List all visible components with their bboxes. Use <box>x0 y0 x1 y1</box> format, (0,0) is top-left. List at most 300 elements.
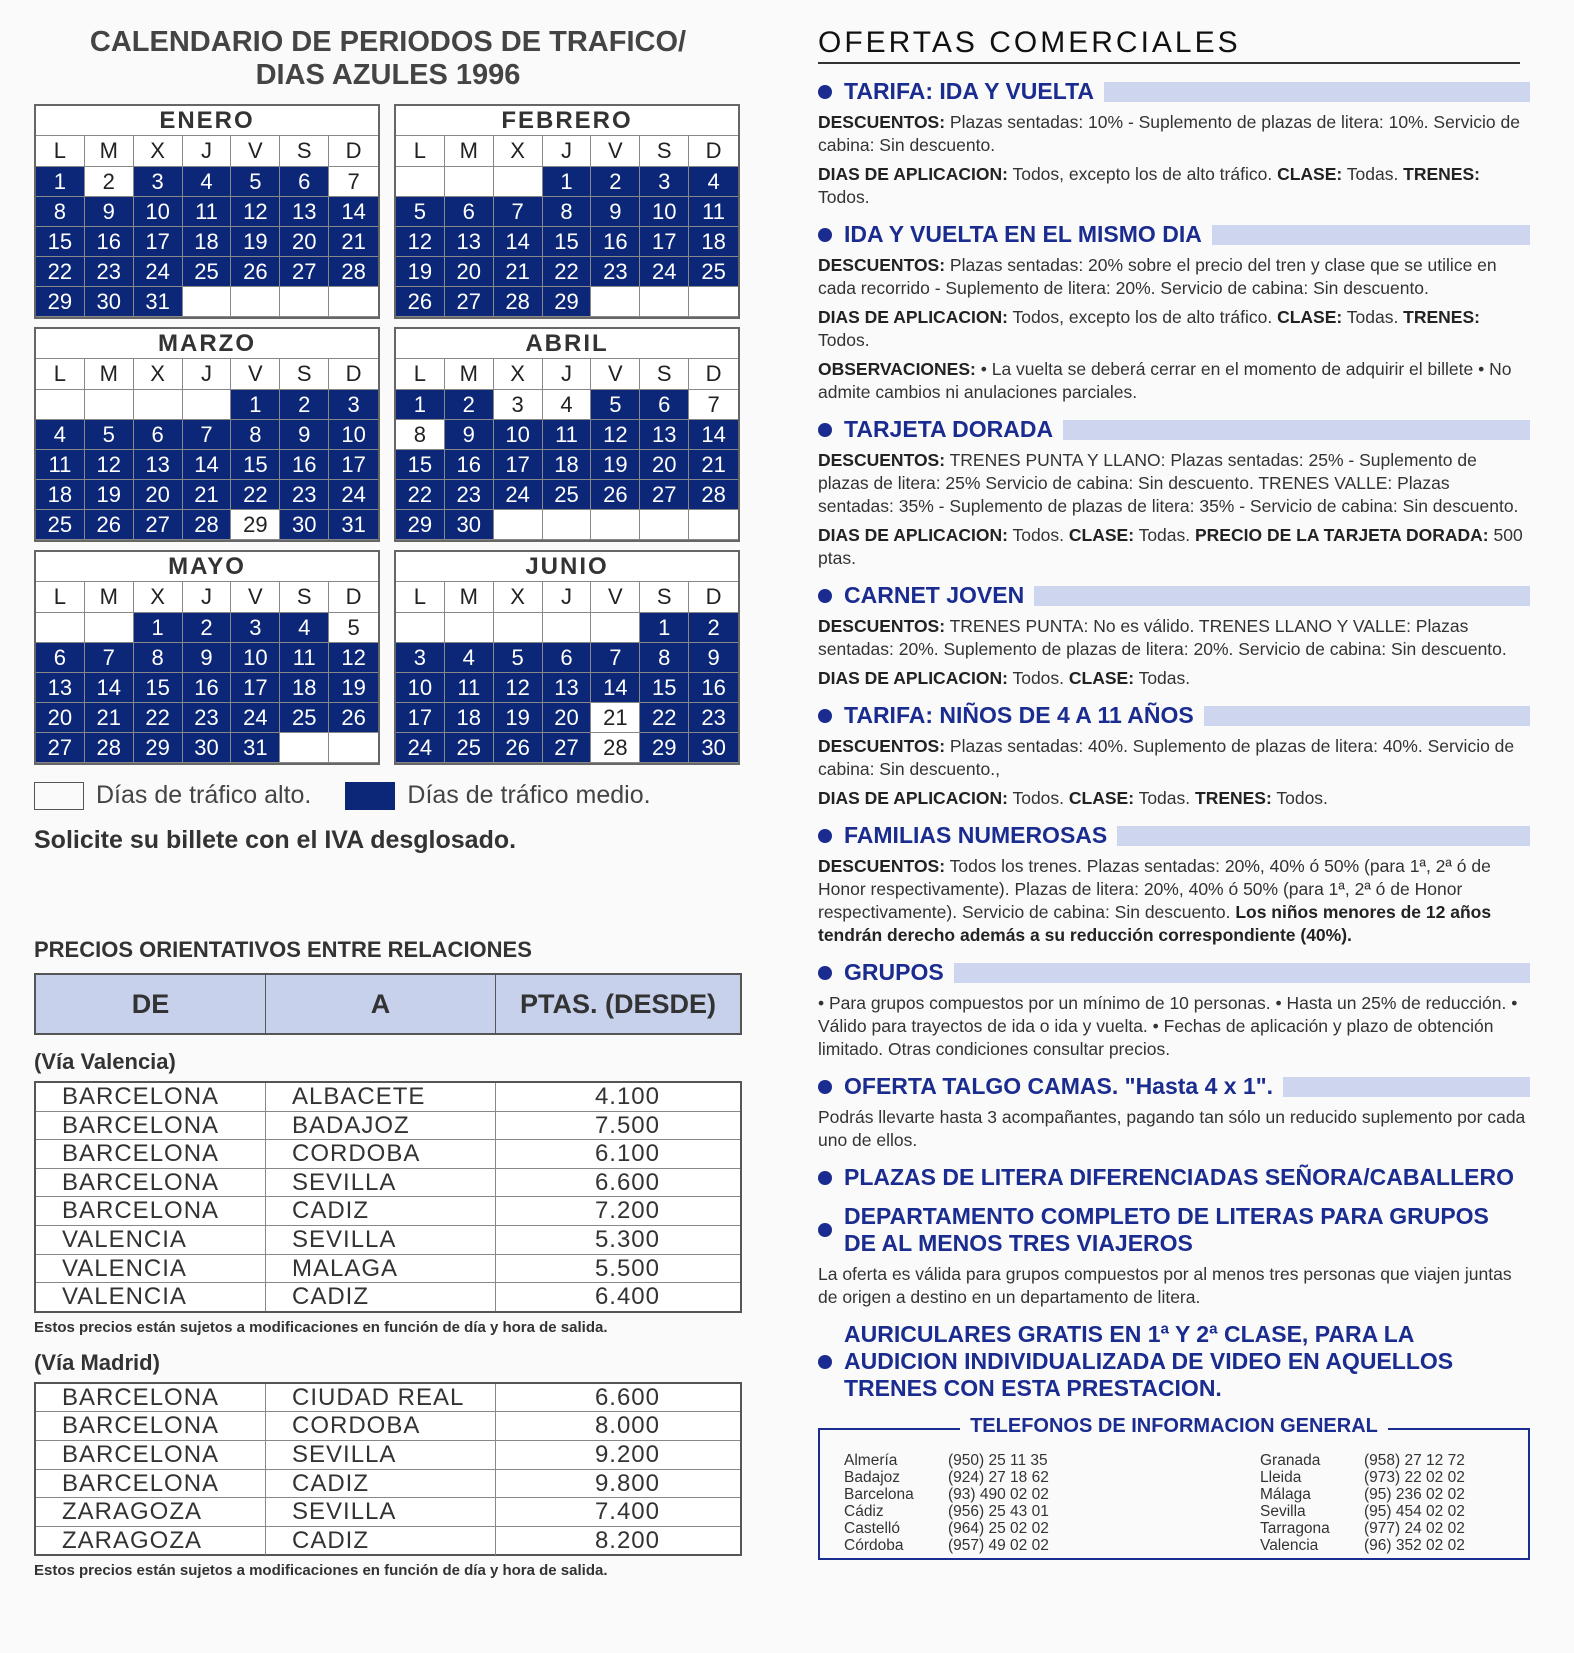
bullet-icon <box>818 1223 832 1237</box>
day-medium-traffic: 23 <box>85 257 134 287</box>
day-medium-traffic: 11 <box>183 197 232 227</box>
empty-day <box>689 287 738 317</box>
day-medium-traffic: 21 <box>85 703 134 733</box>
offer-label: Los niños menores de 12 años tendrán derecho además a su reducción correspondiente (40%). <box>818 902 1492 945</box>
price-row <box>36 1283 740 1311</box>
day-medium-traffic: 30 <box>85 287 134 317</box>
day-medium-traffic: 14 <box>689 420 738 450</box>
weekday-header: M <box>445 359 494 390</box>
offer-text <box>818 1263 1530 1309</box>
telefonos-title: TELEFONOS DE INFORMACION GENERAL <box>960 1415 1388 1437</box>
day-medium-traffic: 23 <box>183 703 232 733</box>
day-medium-traffic: 11 <box>689 197 738 227</box>
day-medium-traffic: 14 <box>183 450 232 480</box>
precios-madrid-table <box>34 1382 742 1557</box>
day-medium-traffic: 12 <box>329 643 378 673</box>
day-medium-traffic: 5 <box>396 197 445 227</box>
day-medium-traffic: 7 <box>494 197 543 227</box>
day-medium-traffic: 16 <box>280 450 329 480</box>
price-to: SEVILLA <box>266 1226 496 1254</box>
offer-item <box>818 1203 1530 1309</box>
header-de: DE <box>36 975 266 1033</box>
offer-detail: Plazas sentadas: 20% sobre el precio del tren y clase que se utilice en cada recorrido - Suplemento de litera: 20%. Servicio de cabina: Sin descuento. <box>818 255 1497 298</box>
weekday-header: S <box>640 359 689 390</box>
price-row <box>36 1470 740 1499</box>
day-medium-traffic: 5 <box>231 167 280 197</box>
price-value: 6.400 <box>594 1283 660 1311</box>
offer-title <box>818 702 1530 729</box>
day-medium-traffic: 26 <box>494 733 543 763</box>
day-medium-traffic: 22 <box>231 480 280 510</box>
day-medium-traffic: 17 <box>329 450 378 480</box>
day-medium-traffic: 14 <box>329 197 378 227</box>
month-name: ABRIL <box>396 329 738 359</box>
day-high-traffic: 21 <box>591 703 640 733</box>
title-band <box>1212 225 1530 245</box>
calendar-title-line2: DIAS AZULES 1996 <box>255 59 521 91</box>
offer-detail: TRENES PUNTA: No es válido. TRENES LLANO Y VALLE: Plazas sentadas: 20%. Suplemento de plazas de litera: 20%. Servicio de cabina: Sin descuento. <box>818 616 1507 659</box>
day-medium-traffic: 3 <box>640 167 689 197</box>
offer-text <box>818 524 1530 570</box>
precios-valencia-table <box>34 1081 742 1313</box>
via-madrid-label: (Vía Madrid) <box>34 1349 160 1375</box>
day-medium-traffic: 26 <box>85 510 134 540</box>
price-value: 7.400 <box>594 1498 660 1526</box>
day-medium-traffic: 24 <box>134 257 183 287</box>
empty-day <box>494 613 543 643</box>
phone-city: Almería <box>844 1452 898 1469</box>
phone-number: (96) 352 02 02 <box>1364 1537 1465 1554</box>
day-medium-traffic: 6 <box>134 420 183 450</box>
offer-title <box>818 78 1530 105</box>
weekday-header: S <box>280 136 329 167</box>
weekday-header: S <box>280 359 329 390</box>
weekday-header: L <box>36 136 85 167</box>
bullet-icon <box>818 423 832 437</box>
phone-city: Barcelona <box>844 1486 914 1503</box>
price-from: BARCELONA <box>36 1112 266 1140</box>
day-medium-traffic: 23 <box>591 257 640 287</box>
day-high-traffic: 29 <box>231 510 280 540</box>
day-medium-traffic: 6 <box>543 643 592 673</box>
empty-day <box>183 287 232 317</box>
phone-city: Málaga <box>1260 1486 1311 1503</box>
offer-detail: Plazas sentadas: 40%. Suplemento de plazas de litera: 40%. Servicio de cabina: Sin descuento., <box>818 736 1515 779</box>
empty-day <box>640 287 689 317</box>
month-febrero <box>394 104 740 319</box>
day-high-traffic: 4 <box>543 390 592 420</box>
day-medium-traffic: 7 <box>183 420 232 450</box>
month-grid <box>36 359 378 540</box>
price-row <box>36 1441 740 1470</box>
day-medium-traffic: 2 <box>183 613 232 643</box>
telefonos-right <box>1260 1452 1504 1554</box>
ofertas-title: OFERTAS COMERCIALES <box>818 26 1520 64</box>
offer-title <box>818 416 1530 443</box>
title-band <box>1117 826 1530 846</box>
price-value: 8.200 <box>594 1526 660 1554</box>
price-to: CADIZ <box>266 1470 496 1498</box>
month-mayo <box>34 550 380 765</box>
day-medium-traffic: 19 <box>396 257 445 287</box>
day-medium-traffic: 25 <box>445 733 494 763</box>
day-medium-traffic: 19 <box>591 450 640 480</box>
weekday-header: L <box>396 136 445 167</box>
day-medium-traffic: 28 <box>85 733 134 763</box>
offer-label: TRENES: <box>1403 307 1480 327</box>
bullet-icon <box>818 829 832 843</box>
price-to: ALBACETE <box>266 1083 496 1111</box>
day-medium-traffic: 21 <box>689 450 738 480</box>
weekday-header: X <box>134 359 183 390</box>
day-medium-traffic: 19 <box>494 703 543 733</box>
weekday-header: J <box>543 359 592 390</box>
day-medium-traffic: 30 <box>445 510 494 540</box>
phone-city: Valencia <box>1260 1537 1319 1554</box>
price-row <box>36 1112 740 1141</box>
day-medium-traffic: 23 <box>280 480 329 510</box>
price-value: 6.600 <box>594 1383 660 1411</box>
day-medium-traffic: 26 <box>231 257 280 287</box>
day-medium-traffic: 5 <box>85 420 134 450</box>
day-medium-traffic: 9 <box>445 420 494 450</box>
day-medium-traffic: 12 <box>494 673 543 703</box>
calendar-months <box>34 104 742 765</box>
iva-note: Solicite su billete con el IVA desglosado. <box>34 826 517 854</box>
day-medium-traffic: 12 <box>85 450 134 480</box>
weekday-header: J <box>183 359 232 390</box>
day-medium-traffic: 21 <box>183 480 232 510</box>
price-row <box>36 1412 740 1441</box>
price-value: 7.500 <box>594 1111 660 1139</box>
price-from: VALENCIA <box>36 1283 266 1311</box>
day-medium-traffic: 14 <box>494 227 543 257</box>
offer-label: PRECIO DE LA TARJETA DORADA: <box>1195 525 1489 545</box>
day-medium-traffic: 15 <box>640 673 689 703</box>
empty-day <box>280 733 329 763</box>
offer-text <box>818 306 1530 352</box>
offer-title-text: TARJETA DORADA <box>844 416 1054 442</box>
offer-item <box>818 221 1530 404</box>
offer-detail: Todos, excepto los de alto tráfico. <box>1007 307 1278 327</box>
offer-title-text: OFERTA TALGO CAMAS. "Hasta 4 x 1". <box>844 1073 1274 1099</box>
price-to: SEVILLA <box>266 1498 496 1526</box>
price-row <box>36 1255 740 1284</box>
day-medium-traffic: 4 <box>280 613 329 643</box>
day-medium-traffic: 12 <box>231 197 280 227</box>
price-row <box>36 1169 740 1198</box>
offer-title-text: FAMILIAS NUMEROSAS <box>844 822 1108 848</box>
empty-day <box>85 390 134 420</box>
phone-city: Granada <box>1260 1452 1321 1469</box>
day-medium-traffic: 7 <box>85 643 134 673</box>
price-from: BARCELONA <box>36 1470 266 1498</box>
offer-label: OBSERVACIONES: <box>818 359 976 379</box>
offer-text <box>818 615 1530 661</box>
offer-text <box>818 992 1530 1061</box>
weekday-header: L <box>36 582 85 613</box>
day-medium-traffic: 2 <box>689 613 738 643</box>
day-medium-traffic: 29 <box>36 287 85 317</box>
day-medium-traffic: 15 <box>231 450 280 480</box>
month-name: MARZO <box>36 329 378 359</box>
empty-day <box>445 167 494 197</box>
month-grid <box>396 359 738 540</box>
day-high-traffic: 7 <box>329 167 378 197</box>
weekday-header: L <box>396 582 445 613</box>
price-from: BARCELONA <box>36 1441 266 1469</box>
day-medium-traffic: 24 <box>329 480 378 510</box>
weekday-header: X <box>494 136 543 167</box>
precios-note-madrid: Estos precios están sujetos a modificaciones en función de día y hora de salida. <box>34 1562 608 1580</box>
day-medium-traffic: 8 <box>640 643 689 673</box>
offer-title <box>818 1321 1530 1402</box>
day-medium-traffic: 25 <box>543 480 592 510</box>
day-medium-traffic: 28 <box>494 287 543 317</box>
day-medium-traffic: 29 <box>640 733 689 763</box>
weekday-header: V <box>231 359 280 390</box>
day-medium-traffic: 6 <box>445 197 494 227</box>
empty-day <box>689 510 738 540</box>
offer-title-text: TARIFA: IDA Y VUELTA <box>844 78 1095 104</box>
legend-high-label: Días de tráfico alto. <box>96 781 312 809</box>
day-medium-traffic: 10 <box>494 420 543 450</box>
day-medium-traffic: 10 <box>640 197 689 227</box>
day-medium-traffic: 25 <box>183 257 232 287</box>
offer-detail: Todos. <box>818 187 870 207</box>
price-row <box>36 1384 740 1413</box>
weekday-header: M <box>445 582 494 613</box>
day-medium-traffic: 17 <box>134 227 183 257</box>
day-medium-traffic: 20 <box>445 257 494 287</box>
month-abril <box>394 327 740 542</box>
title-band <box>1063 420 1530 440</box>
weekday-header: D <box>329 359 378 390</box>
title-band <box>1204 706 1530 726</box>
day-medium-traffic: 28 <box>183 510 232 540</box>
day-medium-traffic: 13 <box>36 673 85 703</box>
day-medium-traffic: 27 <box>543 733 592 763</box>
weekday-header: L <box>36 359 85 390</box>
day-medium-traffic: 17 <box>640 227 689 257</box>
bullet-icon <box>818 709 832 723</box>
via-valencia-label: (Vía Valencia) <box>34 1049 176 1074</box>
day-medium-traffic: 2 <box>280 390 329 420</box>
weekday-header: V <box>591 582 640 613</box>
offer-label: TRENES: <box>1403 164 1480 184</box>
offer-item <box>818 1321 1530 1402</box>
day-medium-traffic: 22 <box>543 257 592 287</box>
day-medium-traffic: 5 <box>591 390 640 420</box>
weekday-header: M <box>85 136 134 167</box>
day-medium-traffic: 3 <box>329 390 378 420</box>
day-medium-traffic: 30 <box>183 733 232 763</box>
offer-label: DESCUENTOS: <box>818 450 946 470</box>
day-medium-traffic: 31 <box>329 510 378 540</box>
day-medium-traffic: 17 <box>231 673 280 703</box>
empty-day <box>280 287 329 317</box>
weekday-header: X <box>494 582 543 613</box>
day-medium-traffic: 27 <box>134 510 183 540</box>
day-medium-traffic: 18 <box>280 673 329 703</box>
offer-title <box>818 822 1530 849</box>
offer-detail: • Para grupos compuestos por un mínimo de 10 personas. • Hasta un 25% de reducción. • Válido para trayectos de ida o ida y vuelta. • Fechas de aplicación y plazo de obtención limitado. Otras condiciones consultar precios. <box>818 993 1518 1059</box>
month-name: MAYO <box>36 552 378 582</box>
calendar-title-line1: CALENDARIO DE PERIODOS DE TRAFICO/ <box>89 26 687 58</box>
empty-day <box>396 613 445 643</box>
price-to: SEVILLA <box>266 1169 496 1197</box>
day-medium-traffic: 20 <box>134 480 183 510</box>
day-medium-traffic: 9 <box>689 643 738 673</box>
phone-number: (950) 25 11 35 <box>948 1452 1048 1469</box>
empty-day <box>445 613 494 643</box>
month-name: JUNIO <box>396 552 738 582</box>
day-medium-traffic: 29 <box>134 733 183 763</box>
day-medium-traffic: 8 <box>134 643 183 673</box>
empty-day <box>591 613 640 643</box>
day-medium-traffic: 9 <box>183 643 232 673</box>
day-high-traffic: 5 <box>329 613 378 643</box>
day-medium-traffic: 10 <box>134 197 183 227</box>
empty-day <box>396 167 445 197</box>
month-grid <box>396 582 738 763</box>
offer-text <box>818 449 1530 518</box>
offer-detail: Todos. <box>1007 788 1069 808</box>
price-value: 8.000 <box>594 1412 660 1440</box>
weekday-header: D <box>689 582 738 613</box>
phone-number: (93) 490 02 02 <box>948 1486 1049 1503</box>
day-medium-traffic: 18 <box>36 480 85 510</box>
day-medium-traffic: 24 <box>231 703 280 733</box>
price-to: CADIZ <box>266 1283 496 1311</box>
price-from: VALENCIA <box>36 1226 266 1254</box>
calendar-legend <box>34 781 742 810</box>
day-medium-traffic: 13 <box>134 450 183 480</box>
day-high-traffic: 28 <box>591 733 640 763</box>
title-band <box>1034 586 1530 606</box>
day-medium-traffic: 27 <box>36 733 85 763</box>
day-medium-traffic: 2 <box>591 167 640 197</box>
offer-label: DIAS DE APLICACION: <box>818 307 1008 327</box>
day-medium-traffic: 23 <box>689 703 738 733</box>
offer-text <box>818 787 1530 810</box>
price-value: 5.500 <box>594 1254 660 1282</box>
day-medium-traffic: 18 <box>445 703 494 733</box>
bullet-icon <box>818 1080 832 1094</box>
offer-title <box>818 959 1530 986</box>
day-medium-traffic: 30 <box>689 733 738 763</box>
empty-day <box>494 167 543 197</box>
day-medium-traffic: 22 <box>134 703 183 733</box>
phone-number: (958) 27 12 72 <box>1364 1452 1465 1469</box>
precios-note-valencia: Estos precios están sujetos a modificaciones en función de día y hora de salida. <box>34 1318 608 1336</box>
day-medium-traffic: 19 <box>231 227 280 257</box>
day-medium-traffic: 20 <box>543 703 592 733</box>
offer-detail: Todas. <box>1134 525 1195 545</box>
offer-label: DIAS DE APLICACION: <box>818 788 1008 808</box>
day-medium-traffic: 19 <box>85 480 134 510</box>
price-value: 9.800 <box>594 1469 660 1497</box>
empty-day <box>591 287 640 317</box>
left-column <box>34 26 742 1579</box>
phone-number: (957) 49 02 02 <box>948 1537 1049 1554</box>
empty-day <box>640 510 689 540</box>
offer-text <box>818 667 1530 690</box>
month-name: FEBRERO <box>396 106 738 136</box>
offer-title-text: DEPARTAMENTO COMPLETO DE LITERAS PARA GRUPOS DE AL MENOS TRES VIAJEROS <box>844 1203 1489 1256</box>
day-medium-traffic: 13 <box>543 673 592 703</box>
day-medium-traffic: 8 <box>36 197 85 227</box>
day-medium-traffic: 26 <box>396 287 445 317</box>
weekday-header: X <box>134 136 183 167</box>
weekday-header: V <box>591 136 640 167</box>
title-band <box>1283 1077 1530 1097</box>
day-medium-traffic: 3 <box>396 643 445 673</box>
day-medium-traffic: 15 <box>134 673 183 703</box>
weekday-header: J <box>183 582 232 613</box>
bullet-icon <box>818 85 832 99</box>
day-high-traffic: 8 <box>396 420 445 450</box>
header-a: A <box>266 975 496 1033</box>
offer-item <box>818 1073 1530 1152</box>
day-medium-traffic: 1 <box>36 167 85 197</box>
phone-city: Sevilla <box>1260 1503 1306 1520</box>
offer-item <box>818 582 1530 690</box>
day-medium-traffic: 21 <box>494 257 543 287</box>
day-medium-traffic: 21 <box>329 227 378 257</box>
day-medium-traffic: 3 <box>134 167 183 197</box>
right-column <box>818 26 1530 1560</box>
legend-high-swatch <box>34 782 84 810</box>
offer-title <box>818 221 1530 248</box>
title-band <box>954 963 1530 983</box>
day-medium-traffic: 31 <box>134 287 183 317</box>
day-medium-traffic: 11 <box>280 643 329 673</box>
legend-medium-swatch <box>345 782 395 810</box>
price-from: BARCELONA <box>36 1169 266 1197</box>
day-medium-traffic: 18 <box>689 227 738 257</box>
offer-detail: Todos. <box>818 330 870 350</box>
month-grid <box>36 136 378 317</box>
price-from: BARCELONA <box>36 1197 266 1225</box>
offer-detail: • La vuelta se deberá cerrar en el momento de adquirir el billete • No admite cambios ni anulaciones parciales. <box>818 359 1512 402</box>
day-medium-traffic: 15 <box>36 227 85 257</box>
price-to: CORDOBA <box>266 1412 496 1440</box>
price-from: BARCELONA <box>36 1384 266 1412</box>
offer-detail: Todos. <box>1007 525 1069 545</box>
precios-header <box>34 973 742 1035</box>
phone-city: Castelló <box>844 1520 900 1537</box>
telefonos-left <box>844 1452 1088 1554</box>
offer-text <box>818 163 1530 209</box>
day-medium-traffic: 9 <box>591 197 640 227</box>
price-to: CADIZ <box>266 1197 496 1225</box>
empty-day <box>591 510 640 540</box>
weekday-header: X <box>134 582 183 613</box>
day-medium-traffic: 29 <box>396 510 445 540</box>
offer-text <box>818 358 1530 404</box>
day-medium-traffic: 14 <box>591 673 640 703</box>
offer-detail: Todos. <box>1271 788 1328 808</box>
price-value: 9.200 <box>594 1440 660 1468</box>
offer-label: DIAS DE APLICACION: <box>818 525 1008 545</box>
weekday-header: J <box>543 136 592 167</box>
price-value: 6.600 <box>594 1168 660 1196</box>
day-high-traffic: 3 <box>494 390 543 420</box>
price-to: SEVILLA <box>266 1441 496 1469</box>
day-medium-traffic: 16 <box>591 227 640 257</box>
offer-title <box>818 582 1530 609</box>
